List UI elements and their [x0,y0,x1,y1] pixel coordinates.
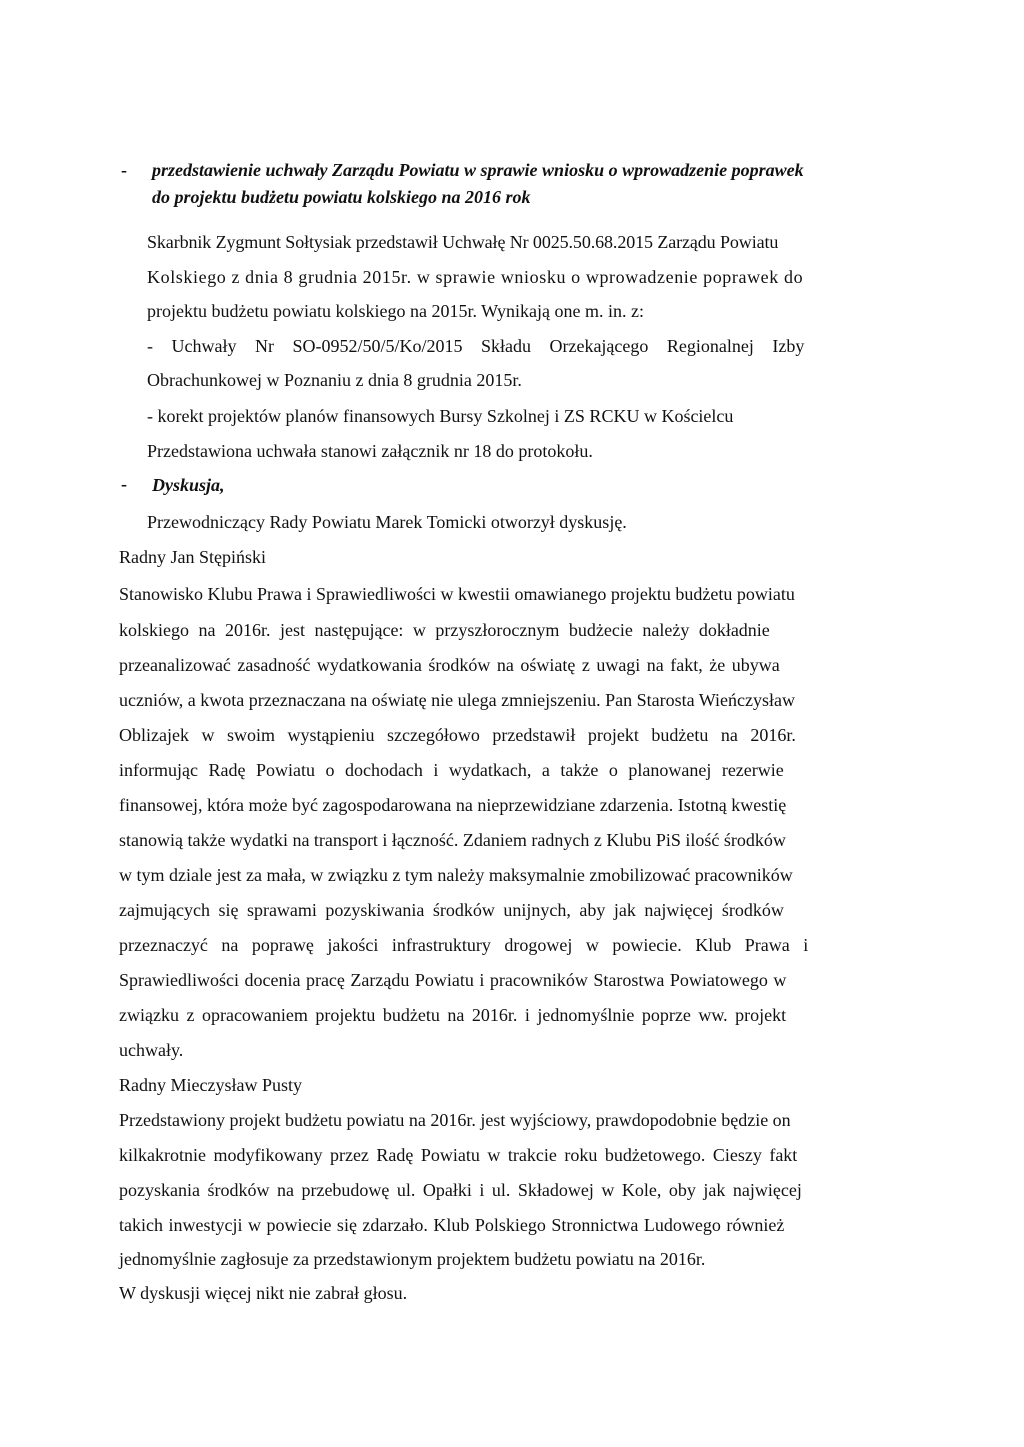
list-item: - Uchwały Nr SO-0952/50/5/Ko/2015 Składu Orzekającego Regionalnej Izby [147,336,805,356]
paragraph-line: związku z opracowaniem projektu budżetu na 2016r. i jednomyślnie poprze ww. projekt [119,1005,787,1025]
paragraph-line: stanowią także wydatki na transport i łączność. Zdaniem radnych z Klubu PiS ilość środków [119,830,786,850]
paragraph-line: Przedstawiony projekt budżetu powiatu na 2016r. jest wyjściowy, prawdopodobnie będzie on [119,1110,791,1130]
list-item-continued: Obrachunkowej w Poznaniu z dnia 8 grudnia 2015r. [147,370,522,390]
speaker-name: Radny Jan Stępiński [119,547,266,567]
paragraph-line: Stanowisko Klubu Prawa i Sprawiedliwości w kwestii omawianego projektu budżetu powiatu [119,584,795,604]
section-heading: przedstawienie uchwały Zarządu Powiatu w sprawie wniosku o wprowadzenie poprawek [152,160,804,180]
section-heading-continued: do projektu budżetu powiatu kolskiego na 2016 rok [152,187,531,207]
paragraph-line: informując Radę Powiatu o dochodach i wydatkach, a także o planowanej rezerwie [119,760,784,780]
paragraph-line: uchwały. [119,1040,184,1060]
attachment-note: Przedstawiona uchwała stanowi załącznik nr 18 do protokołu. [147,441,593,461]
paragraph-line: Sprawiedliwości docenia pracę Zarządu Powiatu i pracowników Starostwa Powiatowego w [119,970,787,990]
speaker-name: Radny Mieczysław Pusty [119,1075,302,1095]
paragraph-line: takich inwestycji w powiecie się zdarzało. Klub Polskiego Stronnictwa Ludowego również [119,1215,785,1235]
list-dash: - [121,474,127,494]
paragraph-line: Skarbnik Zygmunt Sołtysiak przedstawił Uchwałę Nr 0025.50.68.2015 Zarządu Powiatu [147,232,779,252]
paragraph-line: kilkakrotnie modyfikowany przez Radę Powiatu w trakcie roku budżetowego. Cieszy fakt [119,1145,798,1165]
list-dash: - [121,160,127,180]
paragraph-line: w tym dziale jest za mała, w związku z tym należy maksymalnie zmobilizować pracowników [119,865,793,885]
paragraph-line: Przewodniczący Rady Powiatu Marek Tomicki otworzył dyskusję. [147,512,627,532]
paragraph-line: przeznaczyć na poprawę jakości infrastruktury drogowej w powiecie. Klub Prawa i [119,935,809,955]
paragraph-line: finansowej, która może być zagospodarowana na nieprzewidziane zdarzenia. Istotną kwestię [119,795,787,815]
list-item: - korekt projektów planów finansowych Bursy Szkolnej i ZS RCKU w Kościelcu [147,406,734,426]
paragraph-line: kolskiego na 2016r. jest następujące: w przyszłorocznym budżecie należy dokładnie [119,620,770,640]
paragraph-line: zajmujących się sprawami pozyskiwania środków unijnych, aby jak najwięcej środków [119,900,784,920]
closing-note: W dyskusji więcej nikt nie zabrał głosu. [119,1283,408,1303]
paragraph-line: jednomyślnie zagłosuje za przedstawionym projektem budżetu powiatu na 2016r. [119,1249,706,1269]
paragraph-line: uczniów, a kwota przeznaczana na oświatę nie ulega zmniejszeniu. Pan Starosta Wieńczysław [119,690,796,710]
paragraph-line: pozyskania środków na przebudowę ul. Opałki i ul. Składowej w Kole, oby jak najwięcej [119,1180,802,1200]
section-heading: Dyskusja, [152,475,225,495]
paragraph-line: przeanalizować zasadność wydatkowania środków na oświatę z uwagi na fakt, że ubywa [119,655,780,675]
paragraph-line: Kolskiego z dnia 8 grudnia 2015r. w sprawie wniosku o wprowadzenie poprawek do [147,267,804,287]
paragraph-line: projektu budżetu powiatu kolskiego na 2015r. Wynikają one m. in. z: [147,301,644,321]
paragraph-line: Oblizajek w swoim wystąpieniu szczegółowo przedstawił projekt budżetu na 2016r. [119,725,796,745]
